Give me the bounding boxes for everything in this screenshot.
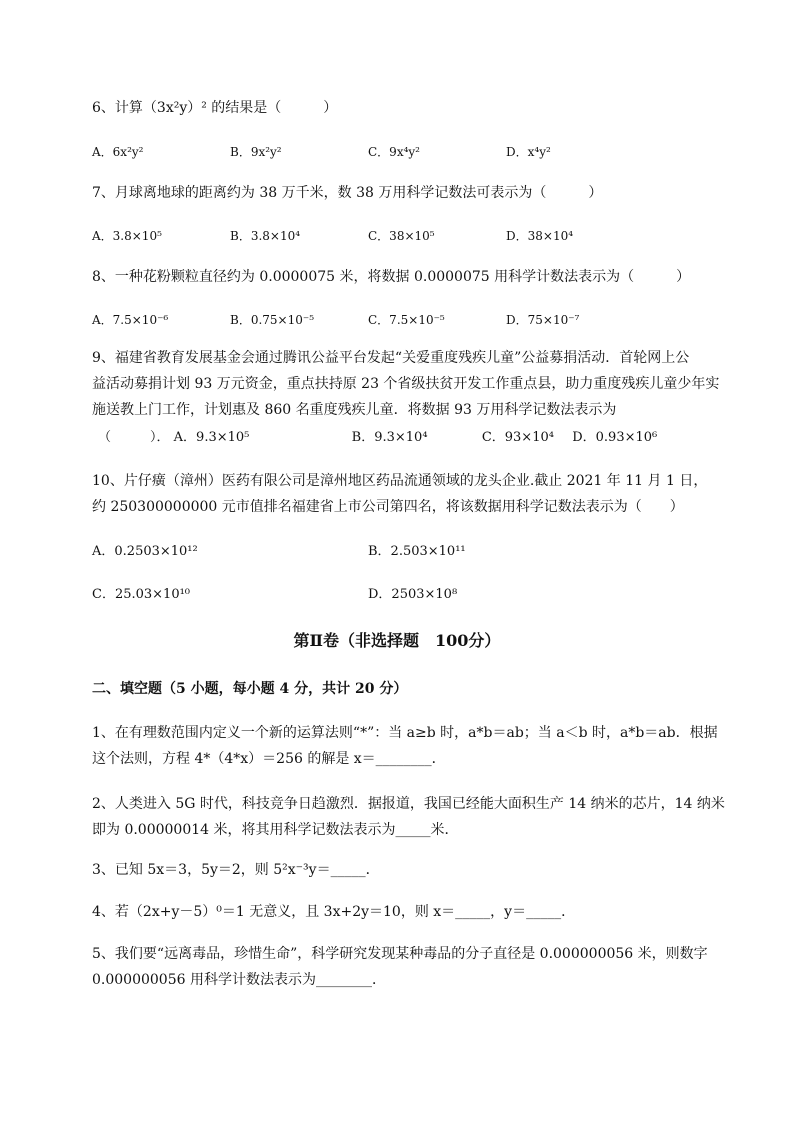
option-a: A．6x²y² xyxy=(92,145,144,159)
question-10-option-a: A．0.2503×10¹² xyxy=(92,544,198,559)
answer-bracket: （ ）． xyxy=(98,430,170,445)
question-10 xyxy=(92,468,752,520)
question-6-stem: 6、计算（3x²y）² 的结果是（ ） xyxy=(92,100,338,116)
part-2-title: 第Ⅱ卷（非选择题 100分） xyxy=(293,631,501,650)
option-d: D．38×10⁴ xyxy=(506,229,574,243)
fill-question-3 xyxy=(92,857,752,883)
option-c: C．9x⁴y² xyxy=(368,145,420,159)
fill-question-line: 2、人类进入 5G 时代，科技竞争日趋激烈．据报道，我国已经能大面积生产 14 纳米的芯片，14 纳米 xyxy=(92,796,725,812)
fill-question-line: 0.000000056 用科学计数法表示为________． xyxy=(92,972,386,988)
question-8-stem: 8、一种花粉颗粒直径约为 0.0000075 米，将数据 0.0000075 用科学计数法表示为（ ） xyxy=(92,269,691,285)
fill-question-5 xyxy=(92,941,752,993)
question-7-stem: 7、月球离地球的距离约为 38 万千米，数 38 万用科学记数法可表示为（ ） xyxy=(92,185,603,201)
option-a: A．9.3×10⁵ xyxy=(173,430,250,445)
option-d: D．0.93×10⁶ xyxy=(572,430,658,445)
option-b: B．3.8×10⁴ xyxy=(230,229,301,243)
question-10-line: 10、片仔癀（漳州）医药有限公司是漳州地区药品流通领域的龙头企业.截止 2021 年 11 月 1 日， xyxy=(92,473,708,489)
fill-question-1 xyxy=(92,720,752,772)
option-a: A．3.8×10⁵ xyxy=(92,229,162,243)
question-9 xyxy=(92,345,752,423)
option-d: D．75×10⁻⁷ xyxy=(506,313,580,327)
option-c: C．7.5×10⁻⁵ xyxy=(368,313,445,327)
question-10-option-b: B．2.503×10¹¹ xyxy=(368,544,466,559)
question-10-line: 约 250300000000 元市值排名福建省上市公司第四名，将该数据用科学记数法表示为（ ） xyxy=(92,499,684,515)
option-b: B．0.75×10⁻⁵ xyxy=(230,313,315,327)
option-c: C．93×10⁴ xyxy=(481,430,554,445)
fill-question-line: 即为 0.00000014 米，将其用科学记数法表示为_____米． xyxy=(92,822,459,838)
option-b: B．9.3×10⁴ xyxy=(351,430,428,445)
question-9-line: 9、福建省教育发展基金会通过腾讯公益平台发起“关爱重度残疾儿童”公益募捐活动．首轮网上公 xyxy=(92,350,690,366)
option-a: A．7.5×10⁻⁶ xyxy=(92,313,169,327)
question-10-option-d: D．2503×10⁸ xyxy=(368,587,458,602)
option-c: C．38×10⁵ xyxy=(368,229,435,243)
fill-question-line: 1、在有理数范围内定义一个新的运算法则“*”：当 a≥b 时，a*b＝ab；当 a＜b 时，a*b＝ab．根据 xyxy=(92,725,718,741)
fill-question-line: 3、已知 5x＝3，5y＝2，则 5²x⁻³y＝_____． xyxy=(92,862,380,878)
fill-question-4 xyxy=(92,899,752,925)
fill-question-line: 5、我们要“远离毒品，珍惜生命”，科学研究发现某种毒品的分子直径是 0.000000056 米，则数字 xyxy=(92,946,708,962)
fill-question-2 xyxy=(92,791,752,843)
option-d: D．x⁴y² xyxy=(506,145,551,159)
section-2-heading: 二、填空题（5 小题，每小题 4 分，共计 20 分） xyxy=(92,681,408,697)
question-10-option-c: C．25.03×10¹⁰ xyxy=(92,587,191,602)
question-9-line: 益活动募捐计划 93 万元资金，重点扶持原 23 个省级扶贫开发工作重点县，助力重度残疾儿童少年实 xyxy=(92,376,720,392)
fill-question-line: 4、若（2x+y－5）⁰＝1 无意义，且 3x+2y＝10，则 x＝_____，y＝_____． xyxy=(92,904,576,920)
question-9-options xyxy=(98,428,657,448)
option-b: B．9x²y² xyxy=(230,145,282,159)
question-9-line: 施送教上门工作，计划惠及 860 名重度残疾儿童．将数据 93 万用科学记数法表示为 xyxy=(92,402,617,418)
fill-question-line: 这个法则，方程 4*（4*x）＝256 的解是 x＝________． xyxy=(92,751,446,767)
